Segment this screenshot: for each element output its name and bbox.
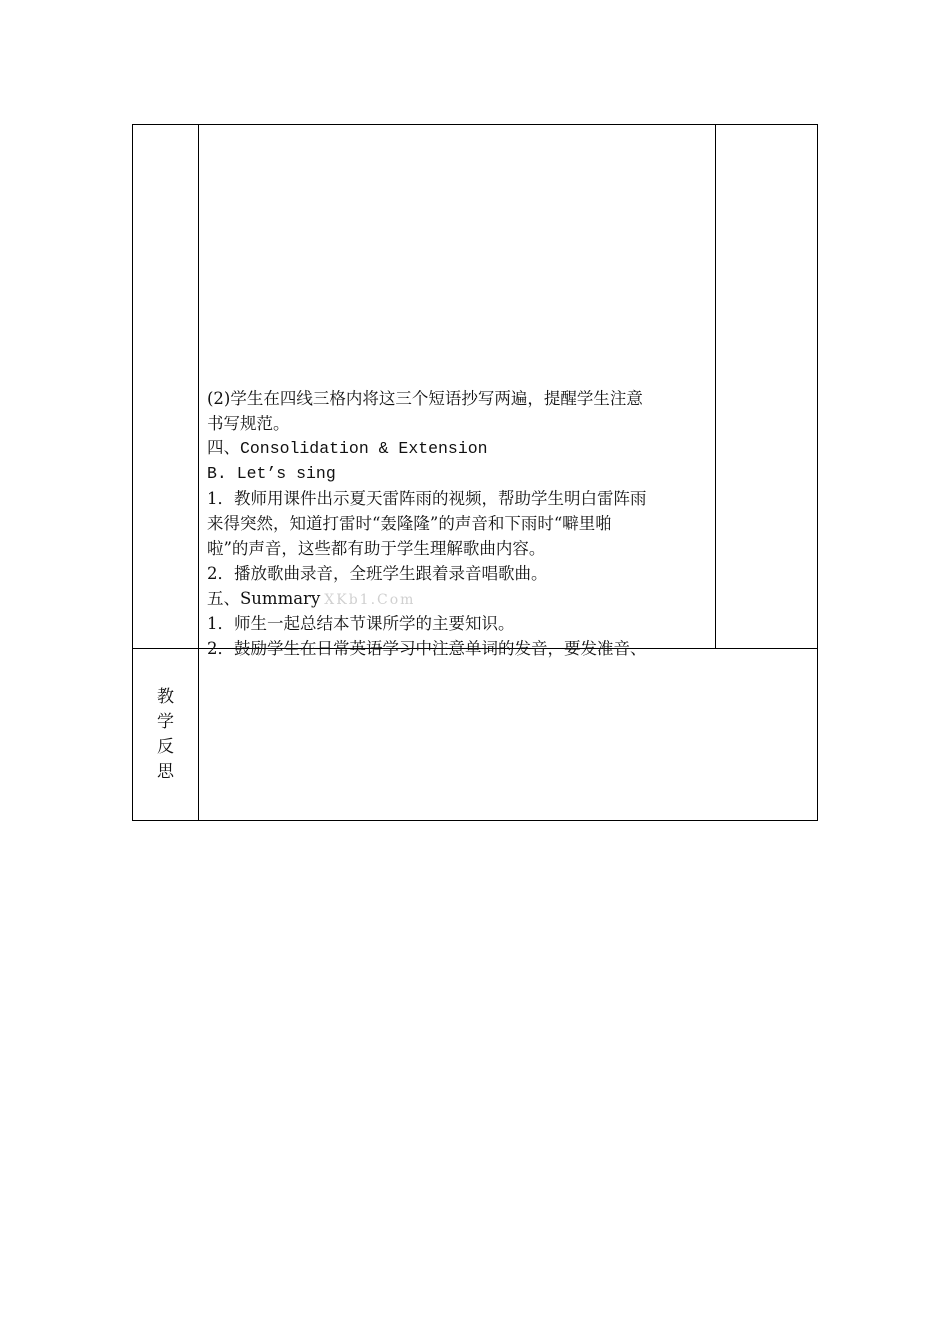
lesson-line: 2．播放歌曲录音，全班学生跟着录音唱歌曲。 [207,564,548,583]
reflection-label [133,685,198,785]
reflection-label-char: 教 [157,687,174,707]
section-subheading-lets-sing: B. Let’s sing [207,464,336,483]
lesson-line: 1．教师用课件出示夏天雷阵雨的视频，帮助学生明白雷阵雨 [207,489,647,508]
section-heading-consolidation: 四、Consolidation & Extension [207,439,488,458]
lesson-line: 啦”的声音，这些都有助于学生理解歌曲内容。 [207,539,546,558]
reflection-label-char: 反 [157,737,174,757]
lesson-line: 2．鼓励学生在日常英语学习中注意单词的发音，要发准音、 [207,639,647,658]
section-heading-summary [207,586,717,613]
column-divider-1 [198,124,199,821]
lesson-line: 来得突然，知道打雷时“轰隆隆”的声音和下雨时“噼里啪 [207,514,612,533]
table-right-border [817,124,818,821]
reflection-label-char: 思 [157,762,174,782]
watermark-text: XKb1.Com [324,592,416,608]
lesson-line: (2)学生在四线三格内将这三个短语抄写两遍，提醒学生注意 [207,389,643,408]
lesson-line: 书写规范。 [207,414,290,433]
lesson-line: 1．师生一起总结本节课所学的主要知识。 [207,614,515,633]
table-bottom-border [132,820,818,821]
summary-heading-text: 五、Summary [207,589,321,608]
reflection-label-char: 学 [157,712,174,732]
